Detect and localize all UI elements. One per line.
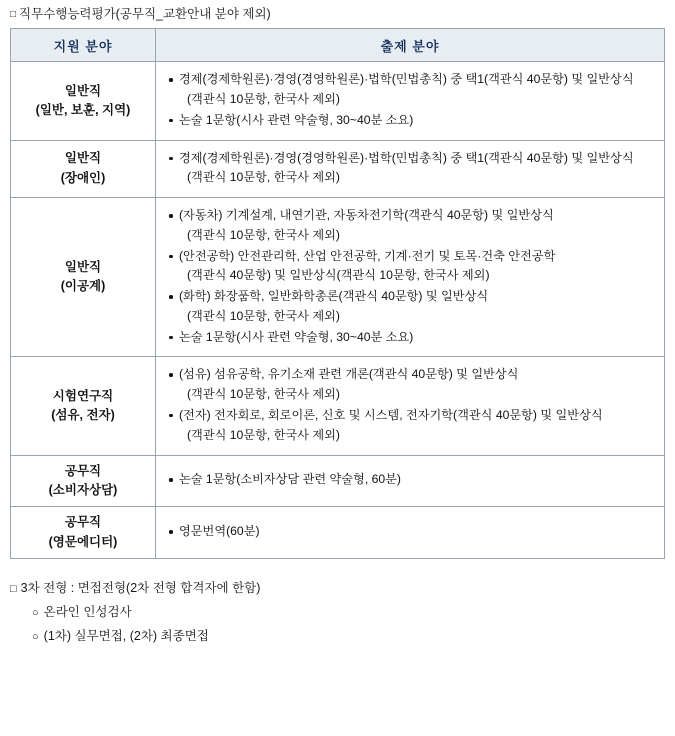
footer-heading-text: 3차 전형 : 면접전형(2차 전형 합격자에 한함): [20, 581, 261, 595]
field-label-line1: 공무직: [64, 463, 102, 478]
list-item-subtext: (객관식 10문항, 한국사 제외): [187, 308, 340, 323]
field-label-line2: (이공계): [60, 279, 106, 294]
field-cell: [11, 455, 156, 507]
list-item-text: 논술 1문항(시사 관련 약술형, 30~40분 소요): [179, 329, 414, 344]
list-item-subtext: (객관식 10문항, 한국사 제외): [187, 427, 340, 442]
table-row: [11, 455, 665, 507]
subjects-cell: [156, 507, 665, 559]
list-item-text: (자동차) 기계설계, 내연기관, 자동차전기학(객관식 40문항) 및 일반상식: [179, 208, 554, 223]
field-label-line2: (소비자상담): [48, 482, 118, 497]
list-item-subtext: (객관식 40문항) 및 일반상식(객관식 10문항, 한국사 제외): [187, 268, 490, 283]
subject-list: [168, 149, 654, 189]
table-row: [11, 140, 665, 198]
square-marker-icon: □: [10, 583, 17, 595]
column-header-subjects: 출제 분야: [156, 29, 665, 62]
section-heading-text: 직무수행능력평가(공무직_교환안내 분야 제외): [19, 7, 271, 21]
field-label-line2: (일반, 보훈, 지역): [35, 102, 131, 117]
list-item: [168, 522, 654, 542]
exam-subjects-table: [10, 28, 665, 559]
list-item-subtext: (객관식 10문항, 한국사 제외): [187, 170, 340, 185]
subjects-cell: [156, 198, 665, 357]
list-item-text: 논술 1문항(소비자상담 관련 약술형, 60분): [179, 472, 401, 487]
field-label-line2: (장애인): [60, 170, 106, 185]
list-item-text: 논술 1문항(시사 관련 약술형, 30~40분 소요): [179, 112, 414, 127]
subjects-cell: [156, 140, 665, 198]
list-item-text: 영문번역(60분): [179, 524, 260, 539]
circle-marker-icon: ○: [32, 630, 39, 643]
list-item-text: (화학) 화장품학, 일반화학총론(객관식 40문항) 및 일반상식: [179, 289, 489, 304]
subject-list: [168, 365, 654, 445]
subject-list: [168, 206, 654, 347]
subjects-cell: [156, 455, 665, 507]
list-item: [168, 111, 654, 131]
list-item: [168, 247, 654, 287]
list-item: [168, 365, 654, 405]
subject-list: [168, 470, 654, 490]
field-cell: [11, 357, 156, 455]
field-cell: [11, 62, 156, 140]
circle-marker-icon: ○: [32, 606, 39, 619]
table-header: [11, 29, 665, 62]
list-item: [168, 470, 654, 490]
field-label-line2: (섬유, 전자): [51, 407, 115, 422]
field-label-line1: 일반직: [64, 259, 102, 274]
field-cell: [11, 507, 156, 559]
list-item-subtext: (객관식 10문항, 한국사 제외): [187, 227, 340, 242]
table-row: [11, 62, 665, 140]
table-row: [11, 357, 665, 455]
subject-list: [168, 70, 654, 130]
list-item-text: (섬유) 섬유공학, 유기소재 관련 개론(객관식 40문항) 및 일반상식: [179, 367, 519, 382]
list-item: [168, 206, 654, 246]
list-item-text: (안전공학) 안전관리학, 산업 안전공학, 기계·전기 및 토목·건축 안전공학: [179, 248, 556, 263]
field-cell: [11, 140, 156, 198]
subjects-cell: [156, 62, 665, 140]
field-cell: [11, 198, 156, 357]
column-header-field: 지원 분야: [11, 29, 156, 62]
list-item-subtext: (객관식 10문항, 한국사 제외): [187, 387, 340, 402]
footer-sub-text: 온라인 인성검사: [43, 604, 132, 619]
field-label-line1: 일반직: [64, 151, 102, 166]
field-label-line1: 일반직: [64, 83, 102, 98]
section-heading: [0, 0, 675, 28]
field-label-line1: 시험연구직: [52, 388, 114, 403]
table-header-row: [11, 29, 665, 62]
table-row: [11, 198, 665, 357]
field-label-line1: 공무직: [64, 515, 102, 530]
footer-notes: [10, 577, 675, 648]
list-item-text: (전자) 전자회로, 회로이론, 신호 및 시스템, 전자기학(객관식 40문항) 및 일반상식: [179, 407, 603, 422]
square-marker-icon: □: [10, 9, 17, 20]
table-body: [11, 62, 665, 559]
field-label-line2: (영문에디터): [48, 534, 118, 549]
footer-heading: [10, 577, 675, 601]
list-item: [168, 406, 654, 446]
footer-sub-item: [10, 625, 675, 649]
footer-sub-item: [10, 601, 675, 625]
list-item: [168, 287, 654, 327]
footer-sub-text: (1차) 실무면접, (2차) 최종면접: [43, 628, 209, 643]
list-item: [168, 70, 654, 110]
list-item-text: 경제(경제학원론)·경영(경영학원론)·법학(민법총칙) 중 택1(객관식 40문항) 및 일반상식: [179, 150, 634, 165]
table-row: [11, 507, 665, 559]
list-item: [168, 328, 654, 348]
subject-list: [168, 522, 654, 542]
list-item-subtext: (객관식 10문항, 한국사 제외): [187, 92, 340, 107]
list-item: [168, 149, 654, 189]
list-item-text: 경제(경제학원론)·경영(경영학원론)·법학(민법총칙) 중 택1(객관식 40문항) 및 일반상식: [179, 72, 634, 87]
subjects-cell: [156, 357, 665, 455]
